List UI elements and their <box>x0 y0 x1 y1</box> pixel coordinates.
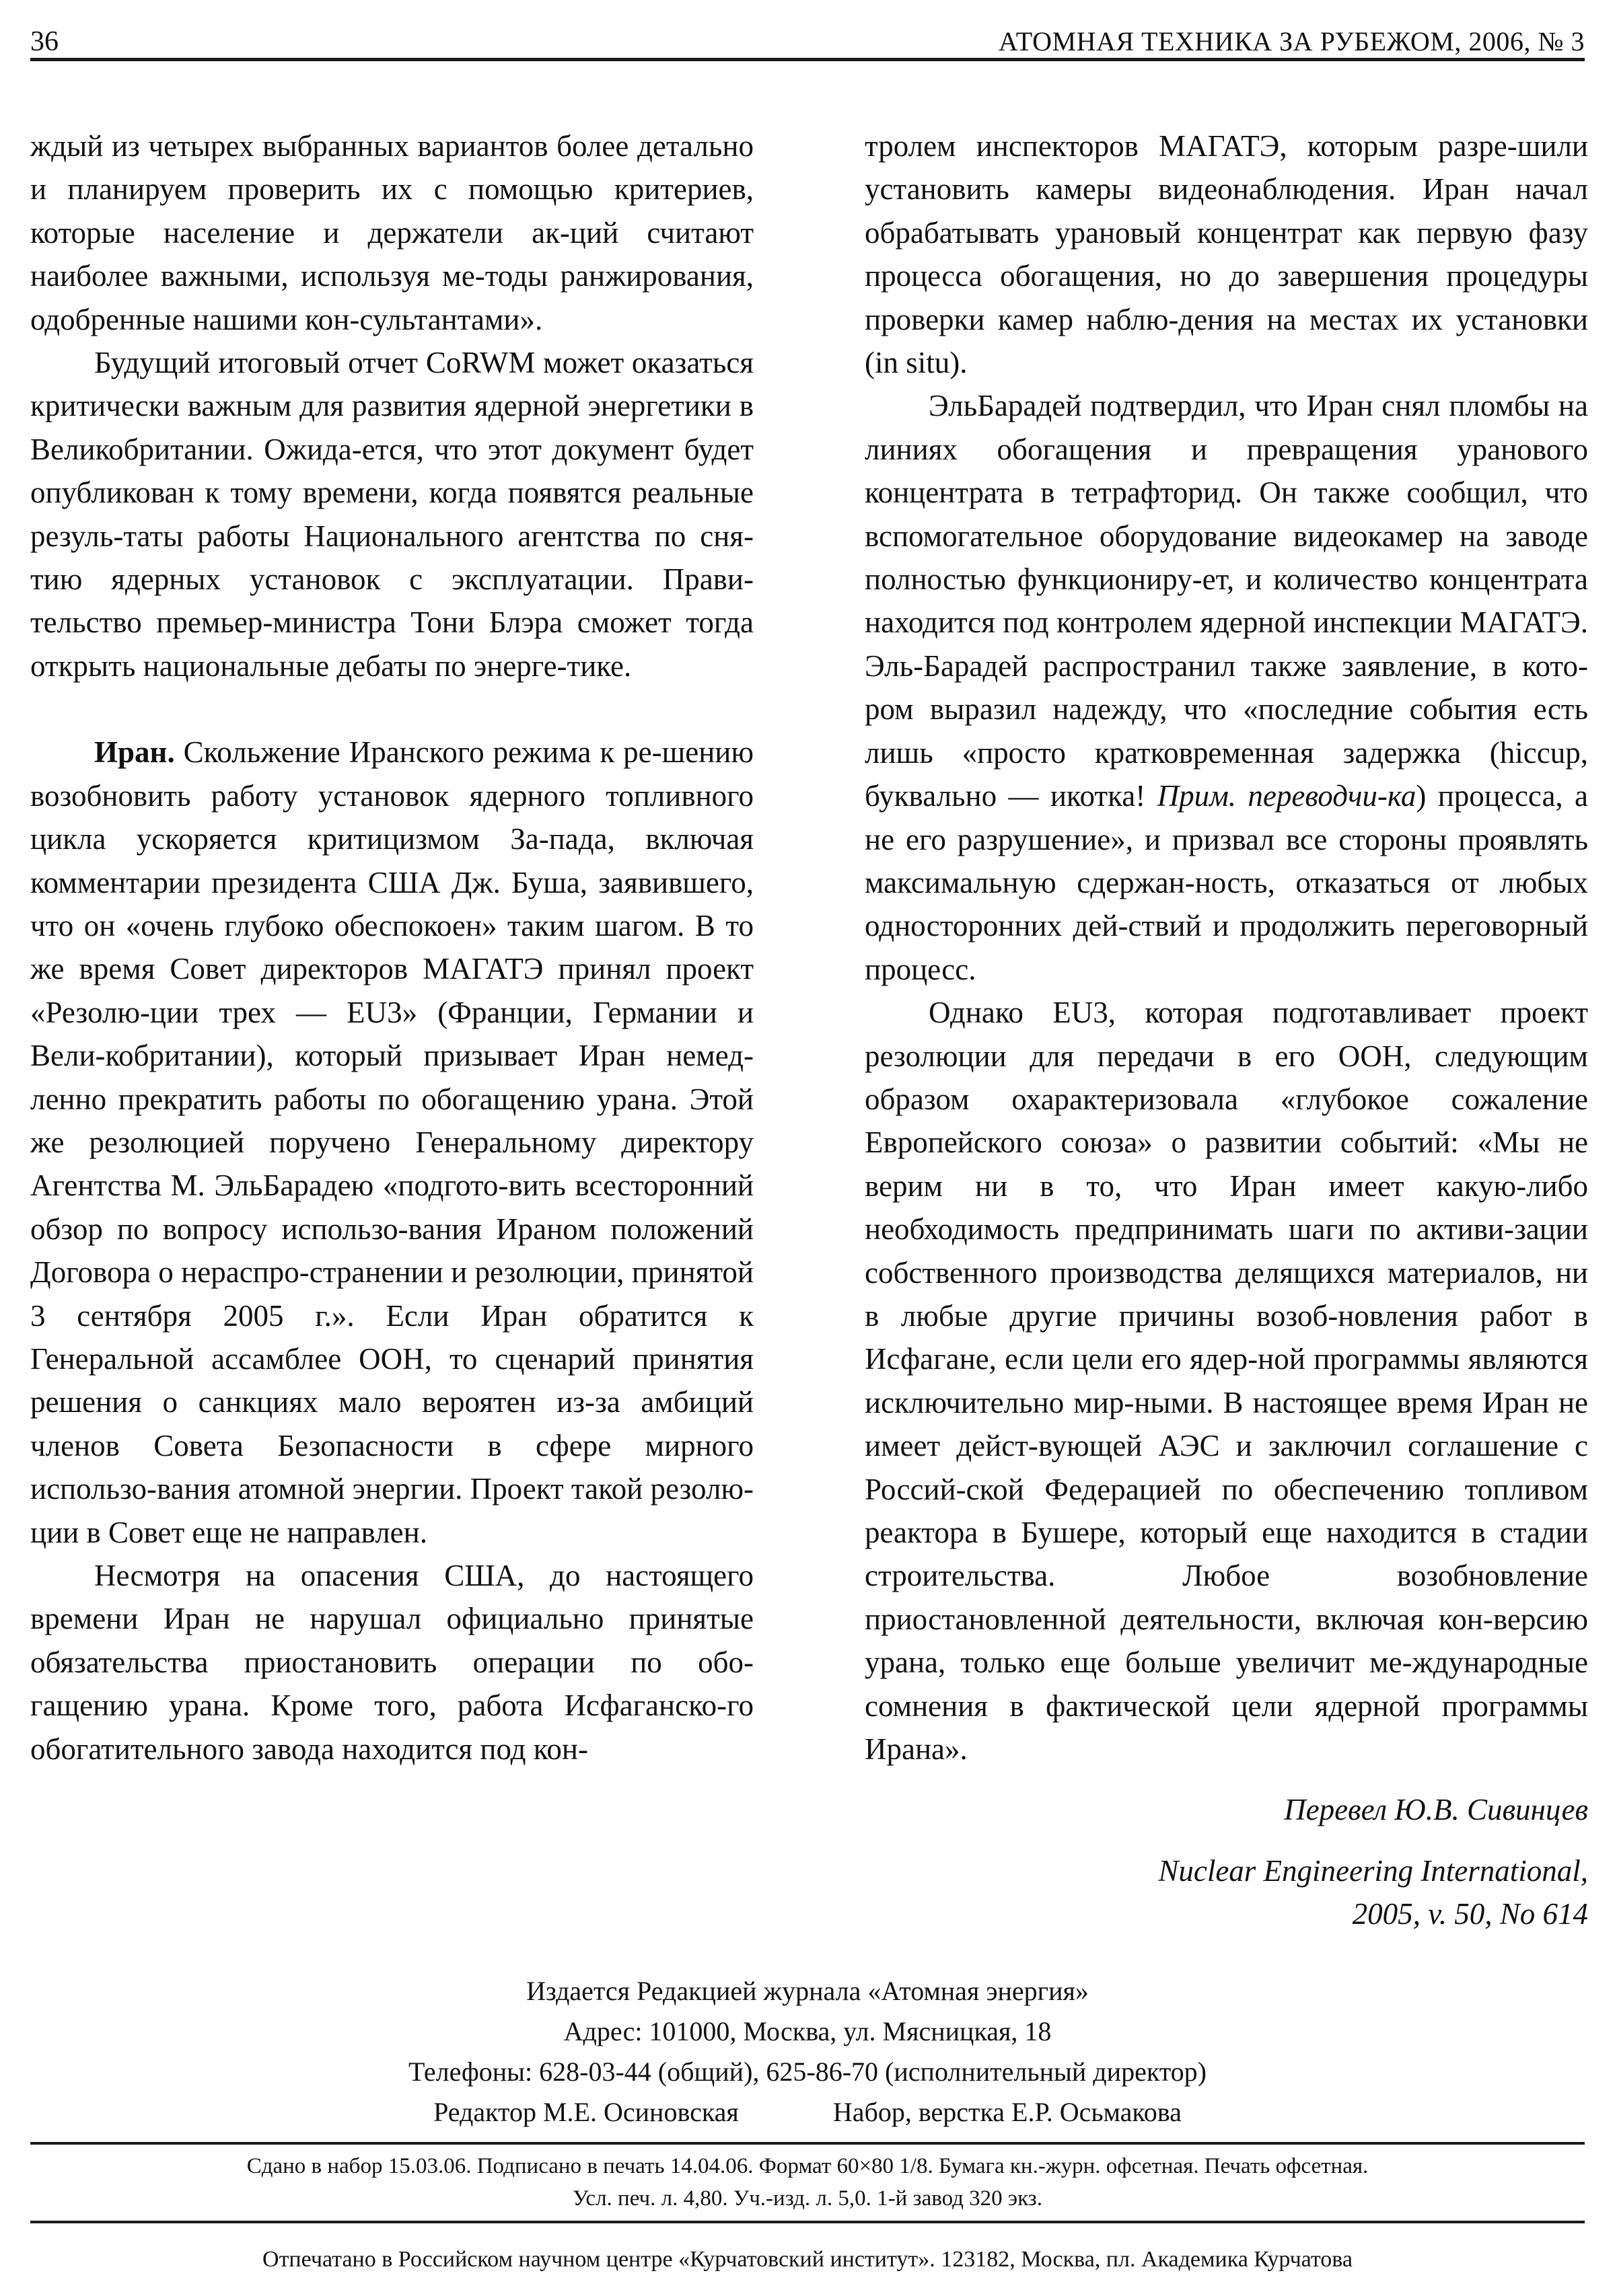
typesetter: Набор, верстка Е.Р. Осьмакова <box>832 2097 1182 2127</box>
paragraph: Несмотря на опасения США, до настоящего времени Иран не нарушал официально принятые обязательства приостановить операции по обо-гащению урана. Кроме того, работа Исфаганско-го обогатительного завода находится под кон- <box>30 1559 754 1766</box>
paragraph-iran <box>30 731 754 1554</box>
print-info <box>0 2150 1615 2215</box>
address-line: Адрес: 101000, Москва, ул. Мясницкая, 18 <box>563 2016 1052 2046</box>
paragraph-text: Скольжение Иранского режима к ре-шению возобновить работу установок ядерного топливного цикла ускоряется критицизмом За-пада, включая комментарии президента США Дж. Буша, заявившего, что он «очень глубоко обеспокоен» таким шагом. В то же время Совет директоров МАГАТЭ принял проект «Резолю-ции трех — EU3» (Франции, Германии и Вели-кобритании), который призывает Иран немед-ленно прекратить работы по обогащению урана. Этой же резолюцией поручено Генеральному директору Агентства М. ЭльБарадею «подгото-вить всесторонний обзор по вопросу использо-вания Ираном положений Договора о нераспро-странении и резолюции, принятой 3 сентября 2005 г.». Если Иран обратится к Генеральной ассамблее ООН, то сценарий принятия решения о санкциях мало вероятен из-за амбиций членов Совета Безопасности в сфере мирного использо-вания атомной энергии. Проект такой резолю-ции в Совет еще не направлен. <box>30 735 754 1549</box>
paragraph-text: ) процесса, а не его разрушение», и призвал все стороны проявлять максимальную сдержан-ность, отказаться от любых односторонних дей-ствий и продолжить переговорный процесс. <box>865 779 1588 986</box>
editors-line <box>0 2092 1615 2133</box>
translator-note: Прим. переводчи-ка <box>1157 779 1416 813</box>
print-info-line: Усл. печ. л. 4,80. Уч.-изд. л. 5,0. 1-й завод 320 экз. <box>573 2186 1042 2211</box>
source-citation-details: 2005, v. 50, No 614 <box>1352 1897 1588 1931</box>
imprint <box>0 1971 1615 2133</box>
paragraph: тролем инспекторов МАГАТЭ, которым разре-шили установить камеры видеонаблюдения. Иран начал обрабатывать урановый концентрат как первую фазу процесса обогащения, но до завершения процедуры проверки камер наблю-дения на местах их установки (in situ). <box>865 129 1588 380</box>
paragraph <box>865 384 1588 991</box>
page-number: 36 <box>30 26 59 57</box>
left-column <box>30 124 754 1771</box>
printed-at: Отпечатано в Российском научном центре «Курчатовский институт». 123182, Москва, пл. Академика Курчатова <box>262 2247 1353 2272</box>
phones-line: Телефоны: 628-03-44 (общий), 625-86-70 (исполнительный директор) <box>408 2057 1207 2087</box>
paragraph: ждый из четырех выбранных вариантов более детально и планируем проверить их с помощью критериев, которые население и держатели ак-ций считают наиболее важными, используя ме-тоды ранжирования, одобренные нашими кон-сультантами». <box>30 129 754 336</box>
right-column <box>865 124 1588 1936</box>
editor: Редактор М.Е. Осиновская <box>433 2097 739 2127</box>
source-citation: Nuclear Engineering International, <box>1158 1853 1588 1888</box>
paragraph-text: ЭльБарадей подтвердил, что Иран снял пломбы на линиях обогащения и превращения уранового концентрата в тетрафторид. Он также сообщил, что вспомогательное оборудование видеокамер на заводе полностью функциониру-ет, и количество концентрата находится под контролем ядерной инспекции МАГАТЭ. Эль-Барадей распространил также заявление, в кото-ром выразил надежду, что «последние события есть лишь «просто кратковременная задержка (hiccup, буквально — икотка! <box>865 389 1588 813</box>
translator-credit: Перевел Ю.В. Сивинцев <box>1284 1793 1588 1827</box>
paragraph: Однако EU3, которая подготавливает проект резолюции для передачи в его ООН, следующим образом охарактеризовала «глубокое сожаление Европейского союза» о развитии событий: «Мы не верим ни в то, что Иран имеет какую-либо необходимость предпринимать шаги по активи-зации собственного производства делящихся материалов, ни в любые другие причины возоб-новления работ в Исфагане, если цели его ядер-ной программы являются исключительно мир-ными. В настоящее время Иран не имеет дейст-вующей АЭС и заключил соглашение с Россий-ской Федерацией по обеспечению топливом реактора в Бушере, который еще находится в стадии строительства. Любое возобновление приостановленной деятельности, включая кон-версию урана, только еще больше увеличит ме-ждународные сомнения в фактической цели ядерной программы Ирана». <box>865 996 1588 1767</box>
footer-rule-top <box>30 2142 1585 2145</box>
page-header <box>30 20 1585 61</box>
article-signature <box>865 1788 1588 1935</box>
section-heading: Иран. <box>94 735 175 770</box>
running-title: АТОМНАЯ ТЕХНИКА ЗА РУБЕЖОМ, 2006, № 3 <box>998 26 1585 57</box>
publisher-line: Издается Редакцией журнала «Атомная энергия» <box>526 1976 1089 2006</box>
paragraph: Будущий итоговый отчет CoRWM может оказаться критически важным для развития ядерной энергетики в Великобритании. Ожида-ется, что этот документ будет опубликован к тому времени, когда появятся реальные резуль-таты работы Национального агентства по сня-тию ядерных установок с эксплуатации. Прави-тельство премьер-министра Тони Блэра сможет тогда открыть национальные дебаты по энерге-тике. <box>30 346 754 683</box>
print-info-line: Сдано в набор 15.03.06. Подписано в печать 14.04.06. Формат 60×80 1/8. Бумага кн.-журн. офсетная. Печать офсетная. <box>246 2154 1369 2178</box>
header-rule <box>30 58 1585 61</box>
footer-rule-bottom <box>30 2221 1585 2223</box>
